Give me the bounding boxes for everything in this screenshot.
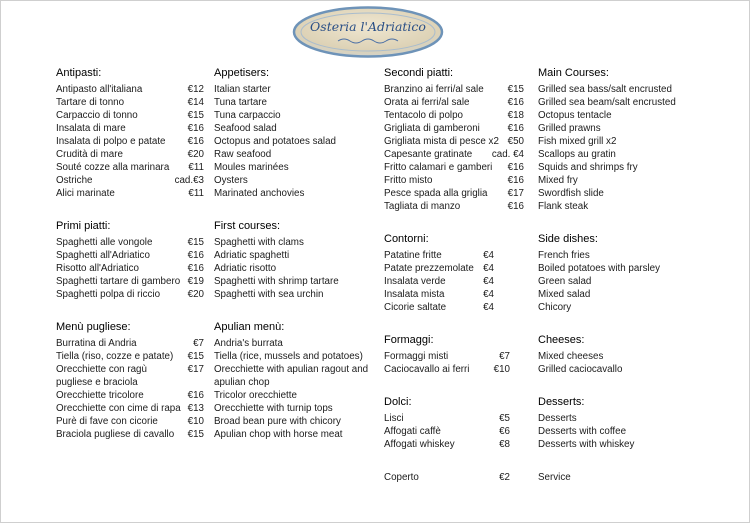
menu-column-3 bbox=[384, 67, 524, 504]
menu-item-price: €16 bbox=[187, 123, 204, 134]
menu-item bbox=[214, 249, 382, 262]
menu-item-price: €5 bbox=[499, 413, 510, 424]
menu-item-price: €4 bbox=[483, 263, 494, 274]
menu-item bbox=[56, 83, 204, 96]
menu-item-label: Cicorie saltate bbox=[384, 302, 447, 313]
menu-item bbox=[384, 122, 524, 135]
menu-item-label: Patatine fritte bbox=[384, 250, 442, 261]
menu-item bbox=[214, 402, 382, 415]
menu-item-label: Orecchiette with apulian ragout and apulian chop bbox=[214, 364, 369, 388]
section-title: First courses: bbox=[214, 220, 281, 232]
menu-item bbox=[214, 363, 382, 389]
menu-item-price: €14 bbox=[187, 97, 204, 108]
restaurant-logo bbox=[291, 5, 445, 59]
menu-section bbox=[538, 471, 718, 484]
logo-text: Osteria l'Adriatico bbox=[310, 19, 426, 34]
menu-item bbox=[384, 412, 510, 425]
menu-item bbox=[56, 275, 204, 288]
menu-item bbox=[384, 174, 524, 187]
section-title: Formaggi: bbox=[384, 334, 434, 346]
menu-item-label: Coperto bbox=[384, 472, 419, 483]
restaurant-logo-icon bbox=[291, 5, 445, 59]
section-title: Side dishes: bbox=[538, 233, 598, 245]
menu-item-label: Antipasto all'italiana bbox=[56, 84, 143, 95]
menu-item bbox=[384, 350, 510, 363]
menu-item-price: €10 bbox=[493, 364, 510, 375]
menu-section bbox=[384, 334, 510, 376]
menu-item-label: Mixed cheeses bbox=[538, 351, 604, 362]
menu-section bbox=[56, 321, 204, 441]
menu-item-price: €16 bbox=[187, 250, 204, 261]
menu-item bbox=[384, 301, 494, 314]
menu-item bbox=[384, 135, 524, 148]
menu-item-price: €16 bbox=[187, 263, 204, 274]
menu-section bbox=[384, 233, 494, 314]
menu-item-label: Raw seafood bbox=[214, 149, 272, 160]
menu-item-label: Octopus and potatoes salad bbox=[214, 136, 337, 147]
menu-section bbox=[538, 396, 718, 451]
menu-section bbox=[538, 233, 718, 314]
menu-item bbox=[384, 83, 524, 96]
menu-item-label: Tiella (rice, mussels and potatoes) bbox=[214, 351, 363, 362]
menu-item-price: €16 bbox=[507, 201, 524, 212]
section-title: Appetisers: bbox=[214, 67, 270, 79]
menu-item bbox=[538, 301, 718, 314]
menu-item-price: €2 bbox=[499, 472, 510, 483]
menu-item bbox=[538, 262, 718, 275]
menu-item-price: €15 bbox=[187, 237, 204, 248]
menu-item-label: Patate prezzemolate bbox=[384, 263, 474, 274]
menu-item bbox=[384, 288, 494, 301]
menu-item-label: Spaghetti all'Adriatico bbox=[56, 250, 150, 261]
menu-item bbox=[56, 236, 204, 249]
menu-item-label: Adriatic risotto bbox=[214, 263, 277, 274]
menu-item bbox=[384, 161, 524, 174]
menu-item-price: €11 bbox=[188, 188, 204, 199]
menu-item-price: €13 bbox=[187, 403, 204, 414]
menu-item bbox=[384, 148, 524, 161]
menu-item bbox=[384, 262, 494, 275]
menu-item-label: Souté cozze alla marinara bbox=[56, 162, 170, 173]
menu-item bbox=[538, 83, 718, 96]
menu-item-label: Pesce spada alla griglia bbox=[384, 188, 488, 199]
menu-item bbox=[214, 428, 382, 441]
section-title: Secondi piatti: bbox=[384, 67, 454, 79]
menu-item-label: Tuna tartare bbox=[214, 97, 268, 108]
menu-item-label: Grilled caciocavallo bbox=[538, 364, 623, 375]
menu-item-label: Italian starter bbox=[214, 84, 271, 95]
menu-item bbox=[56, 187, 204, 200]
menu-item bbox=[538, 148, 718, 161]
menu-item bbox=[56, 148, 204, 161]
menu-item-label: Insalata mista bbox=[384, 289, 445, 300]
menu-item bbox=[384, 438, 510, 451]
menu-item-label: Marinated anchovies bbox=[214, 188, 305, 199]
menu-item-price: €17 bbox=[187, 364, 204, 375]
menu-item-price: cad. €4 bbox=[491, 149, 524, 160]
menu-item-label: Fritto calamari e gamberi bbox=[384, 162, 493, 173]
menu-item-price: cad.€3 bbox=[174, 175, 204, 186]
menu-item-label: Squids and shrimps fry bbox=[538, 162, 638, 173]
menu-section bbox=[384, 396, 510, 451]
menu-item-label: Desserts with coffee bbox=[538, 426, 627, 437]
menu-item-label: Insalata di polpo e patate bbox=[56, 136, 166, 147]
menu-item bbox=[56, 109, 204, 122]
menu-section bbox=[384, 67, 524, 213]
menu-item-price: €50 bbox=[507, 136, 524, 147]
menu-item-label: Purè di fave con cicorie bbox=[56, 416, 158, 427]
menu-item-price: €17 bbox=[507, 188, 524, 199]
menu-item bbox=[538, 249, 718, 262]
menu-item bbox=[214, 275, 382, 288]
menu-item-label: French fries bbox=[538, 250, 590, 261]
menu-item-label: Carpaccio di tonno bbox=[56, 110, 138, 121]
menu-item-price: €16 bbox=[507, 162, 524, 173]
menu-item bbox=[56, 135, 204, 148]
menu-item-label: Orata ai ferri/al sale bbox=[384, 97, 470, 108]
menu-columns bbox=[1, 67, 749, 522]
menu-item bbox=[214, 135, 382, 148]
menu-column-4 bbox=[538, 67, 718, 504]
menu-item-price: €4 bbox=[483, 289, 494, 300]
menu-item-price: €4 bbox=[483, 276, 494, 287]
menu-item bbox=[214, 148, 382, 161]
menu-item-price: €20 bbox=[187, 149, 204, 160]
menu-item bbox=[384, 96, 524, 109]
section-title: Primi piatti: bbox=[56, 220, 111, 232]
menu-item bbox=[214, 174, 382, 187]
menu-item-label: Swordfish slide bbox=[538, 188, 604, 199]
menu-item-label: Scallops au gratin bbox=[538, 149, 616, 160]
menu-item bbox=[56, 337, 204, 350]
menu-item-label: Oysters bbox=[214, 175, 248, 186]
menu-item bbox=[538, 425, 718, 438]
menu-item-label: Braciola pugliese di cavallo bbox=[56, 429, 175, 440]
menu-item-label: Moules marinées bbox=[214, 162, 289, 173]
menu-column-1 bbox=[56, 67, 204, 461]
menu-item-label: Fish mixed grill x2 bbox=[538, 136, 617, 147]
menu-item-label: Tartare di tonno bbox=[56, 97, 125, 108]
section-title: Main Courses: bbox=[538, 67, 609, 79]
menu-item bbox=[56, 96, 204, 109]
menu-item-price: €16 bbox=[507, 175, 524, 186]
section-title: Cheeses: bbox=[538, 334, 585, 346]
menu-item-price: €6 bbox=[499, 426, 510, 437]
menu-section bbox=[214, 67, 382, 200]
menu-item-label: Tricolor orecchiette bbox=[214, 390, 297, 401]
menu-item-label: Adriatic spaghetti bbox=[214, 250, 290, 261]
menu-item bbox=[538, 275, 718, 288]
menu-item-label: Octopus tentacle bbox=[538, 110, 612, 121]
menu-item bbox=[56, 363, 204, 389]
section-title: Desserts: bbox=[538, 396, 585, 408]
menu-section bbox=[214, 321, 382, 441]
menu-item-label: Burratina di Andria bbox=[56, 338, 137, 349]
menu-item-price: €10 bbox=[187, 416, 204, 427]
menu-item bbox=[538, 161, 718, 174]
menu-item-price: €19 bbox=[187, 276, 204, 287]
menu-item bbox=[538, 438, 718, 451]
menu-item-price: €4 bbox=[483, 302, 494, 313]
menu-item-label: Boiled potatoes with parsley bbox=[538, 263, 660, 274]
menu-item bbox=[214, 161, 382, 174]
menu-item-label: Orecchiette con cime di rapa bbox=[56, 403, 181, 414]
menu-item-label: Tiella (riso, cozze e patate) bbox=[56, 351, 174, 362]
menu-item-price: €15 bbox=[187, 351, 204, 362]
menu-item-label: Grigliata mista di pesce x2 bbox=[384, 136, 499, 147]
section-title: Dolci: bbox=[384, 396, 412, 408]
menu-item-label: Spaghetti alle vongole bbox=[56, 237, 153, 248]
section-title: Contorni: bbox=[384, 233, 429, 245]
menu-item bbox=[56, 174, 204, 187]
menu-item bbox=[538, 135, 718, 148]
menu-item bbox=[538, 200, 718, 213]
menu-item-label: Affogati whiskey bbox=[384, 439, 455, 450]
section-title: Apulian menù: bbox=[214, 321, 285, 333]
menu-item bbox=[214, 415, 382, 428]
menu-item-price: €15 bbox=[507, 84, 524, 95]
menu-item-price: €20 bbox=[187, 289, 204, 300]
menu-item bbox=[538, 174, 718, 187]
menu-item-label: Orecchiette with turnip tops bbox=[214, 403, 333, 414]
menu-item bbox=[538, 96, 718, 109]
menu-item-price: €16 bbox=[507, 123, 524, 134]
menu-item-label: Spaghetti with clams bbox=[214, 237, 304, 248]
menu-item-label: Affogati caffè bbox=[384, 426, 441, 437]
menu-item-label: Flank steak bbox=[538, 201, 589, 212]
menu-item bbox=[214, 337, 382, 350]
menu-item bbox=[538, 350, 718, 363]
menu-item bbox=[214, 262, 382, 275]
menu-item bbox=[538, 187, 718, 200]
menu-item bbox=[538, 109, 718, 122]
menu-item-label: Risotto all'Adriatico bbox=[56, 263, 140, 274]
menu-item-price: €7 bbox=[499, 351, 510, 362]
menu-item-label: Crudità di mare bbox=[56, 149, 123, 160]
menu-item-label: Broad bean pure with chicory bbox=[214, 416, 341, 427]
menu-item bbox=[214, 109, 382, 122]
menu-item-label: Caciocavallo ai ferri bbox=[384, 364, 470, 375]
menu-item bbox=[214, 350, 382, 363]
menu-item bbox=[214, 96, 382, 109]
menu-section bbox=[538, 334, 718, 376]
menu-item-label: Seafood salad bbox=[214, 123, 277, 134]
menu-item-label: Service bbox=[538, 472, 571, 483]
menu-item bbox=[214, 187, 382, 200]
menu-item-label: Grigliata di gamberoni bbox=[384, 123, 480, 134]
menu-item bbox=[214, 288, 382, 301]
menu-item-price: €18 bbox=[507, 110, 524, 121]
menu-section bbox=[56, 220, 204, 301]
menu-item-label: Formaggi misti bbox=[384, 351, 449, 362]
menu-item bbox=[384, 275, 494, 288]
menu-item-price: €8 bbox=[499, 439, 510, 450]
menu-item bbox=[56, 428, 204, 441]
section-title: Antipasti: bbox=[56, 67, 102, 79]
menu-item-price: €15 bbox=[187, 110, 204, 121]
menu-item bbox=[56, 161, 204, 174]
menu-item bbox=[538, 363, 718, 376]
menu-item bbox=[56, 402, 204, 415]
menu-item-label: Desserts with whiskey bbox=[538, 439, 635, 450]
menu-section bbox=[56, 67, 204, 200]
menu-item bbox=[214, 122, 382, 135]
menu-item-price: €16 bbox=[187, 136, 204, 147]
menu-item bbox=[538, 288, 718, 301]
menu-item-price: €16 bbox=[507, 97, 524, 108]
menu-item bbox=[384, 363, 510, 376]
menu-section bbox=[214, 220, 382, 301]
menu-item-label: Spaghetti with sea urchin bbox=[214, 289, 324, 300]
menu-item-price: €12 bbox=[187, 84, 204, 95]
menu-item-price: €16 bbox=[187, 390, 204, 401]
menu-item bbox=[384, 471, 510, 484]
menu-item-label: Chicory bbox=[538, 302, 572, 313]
menu-item bbox=[56, 288, 204, 301]
menu-column-2 bbox=[214, 67, 382, 461]
menu-item bbox=[384, 249, 494, 262]
menu-item-label: Grilled sea bass/salt encrusted bbox=[538, 84, 672, 95]
menu-item-label: Grilled sea beam/salt encrusted bbox=[538, 97, 676, 108]
menu-section bbox=[538, 67, 718, 213]
menu-item bbox=[56, 249, 204, 262]
menu-item-label: Alici marinate bbox=[56, 188, 115, 199]
menu-item-label: Capesante gratinate bbox=[384, 149, 473, 160]
menu-item-price: €7 bbox=[193, 338, 204, 349]
menu-item-price: €15 bbox=[187, 429, 204, 440]
menu-item-label: Spaghetti tartare di gambero bbox=[56, 276, 181, 287]
menu-item bbox=[384, 200, 524, 213]
menu-item bbox=[384, 425, 510, 438]
menu-item-label: Insalata verde bbox=[384, 276, 446, 287]
menu-item bbox=[56, 350, 204, 363]
menu-item-label: Spaghetti polpa di riccio bbox=[56, 289, 161, 300]
menu-item-label: Andria's burrata bbox=[214, 338, 283, 349]
menu-item-price: €4 bbox=[483, 250, 494, 261]
menu-item-label: Tentacolo di polpo bbox=[384, 110, 463, 121]
menu-section bbox=[384, 471, 510, 484]
menu-item-label: Mixed fry bbox=[538, 175, 578, 186]
menu-item bbox=[538, 471, 718, 484]
menu-item bbox=[538, 412, 718, 425]
menu-item bbox=[56, 389, 204, 402]
menu-item-label: Spaghetti with shrimp tartare bbox=[214, 276, 339, 287]
menu-item bbox=[214, 389, 382, 402]
menu-item-label: Fritto misto bbox=[384, 175, 433, 186]
menu-item-label: Green salad bbox=[538, 276, 592, 287]
menu-item-price: €11 bbox=[188, 162, 204, 173]
menu-item bbox=[56, 122, 204, 135]
menu-item bbox=[214, 83, 382, 96]
menu-item-label: Apulian chop with horse meat bbox=[214, 429, 343, 440]
section-title: Menù pugliese: bbox=[56, 321, 131, 333]
menu-item bbox=[214, 236, 382, 249]
menu-item-label: Tuna carpaccio bbox=[214, 110, 281, 121]
menu-item bbox=[56, 415, 204, 428]
menu-item-label: Lisci bbox=[384, 413, 404, 424]
menu-item-label: Orecchiette tricolore bbox=[56, 390, 144, 401]
menu-item-label: Insalata di mare bbox=[56, 123, 126, 134]
menu-item bbox=[384, 187, 524, 200]
menu-item-label: Ostriche bbox=[56, 175, 93, 186]
menu-item-label: Mixed salad bbox=[538, 289, 591, 300]
menu-item-label: Grilled prawns bbox=[538, 123, 601, 134]
menu-item-label: Desserts bbox=[538, 413, 577, 424]
menu-item-label: Branzino ai ferri/al sale bbox=[384, 84, 484, 95]
menu-item-label: Orecchiette con ragù pugliese e braciola bbox=[56, 364, 147, 388]
menu-item-label: Tagliata di manzo bbox=[384, 201, 461, 212]
menu-item bbox=[538, 122, 718, 135]
menu-item bbox=[56, 262, 204, 275]
menu-item bbox=[384, 109, 524, 122]
